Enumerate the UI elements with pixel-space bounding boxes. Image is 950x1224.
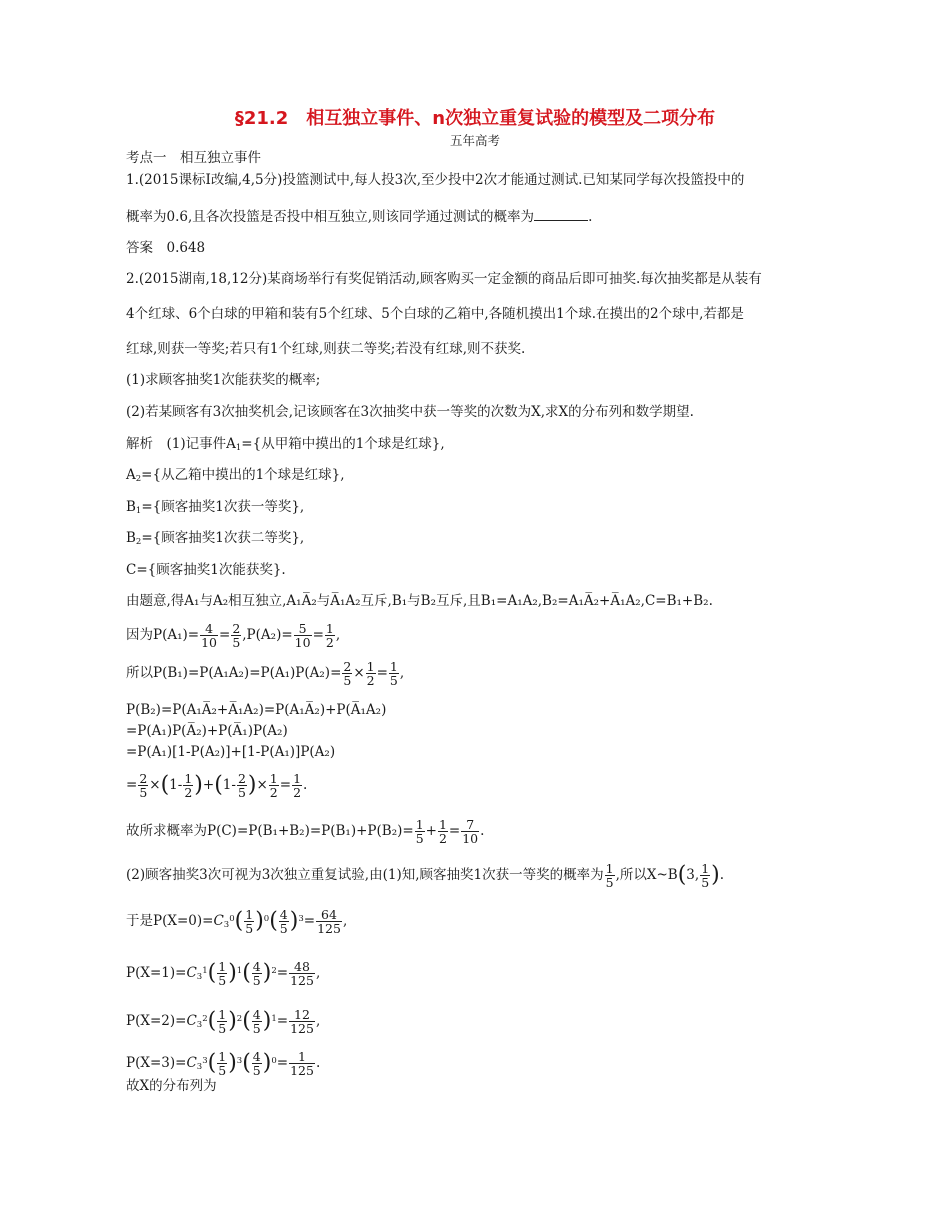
section-heading: 考点一 相互独立事件 [126,150,261,166]
frac-4-10: $\frac{4}{10}$ [201,621,217,651]
px3-line: $P(X=3)=C_3^3$( $\frac{1}{5}$ )$^3$( $\frac{4}{5}$ )$^0$= $\frac{1}{125}$ . [126,1049,321,1079]
frac-1-5: $\frac{1}{5}$ [701,861,710,891]
pb2-line-a: P(B₂)=P(A₁A̅₂+A̅₁A₂)=P(A₁A̅₂)+P(A̅₁A₂) [126,702,387,718]
independence-line: 由题意,得A₁与A₂相互独立,A₁A̅₂与A̅₁A₂互斥,B₁与B₂互斥,且B₁=A₁A₂,B₂=A₁A̅₂+A̅₁A₂,C=B₁+B₂. [126,593,713,609]
frac-7-10: $\frac{7}{10}$ [462,817,479,847]
frac-1-2: $\frac{1}{2}$ [184,771,193,801]
q1-answer: 答案 0.648 [126,240,206,256]
q2-line2: 4个红球、6个白球的甲箱和装有5个红球、5个白球的乙箱中,各随机摸出1个球.在摸出的2个球中,若都是 [126,306,744,322]
px0-line: 于是$P(X=0)=C_3^0$( $\frac{1}{5}$ )$^0$( $\frac{4}{5}$ )$^3$= $\frac{64}{125}$ , [126,907,348,937]
because-line: 因为P(A₁)= $\frac{4}{10}$ = $\frac{2}{5}$ ,P(A₂)= $\frac{5}{10}$ = $\frac{1}{2}$ , [126,621,341,651]
frac-1-2: $\frac{1}{2}$ [293,771,302,801]
pb2-line-d: = $\frac{2}{5}$ ×(1- $\frac{1}{2}$ )+(1- $\frac{2}{5}$ )× $\frac{1}{2}$ = $\frac{1}{2}$ . [126,771,308,801]
answer-blank [534,208,588,221]
frac-2-5: $\frac{2}{5}$ [139,771,148,801]
final-prob-line: 故所求概率为P(C)=P(B₁+B₂)=P(B₁)+P(B₂)= $\frac{1}{5}$ + $\frac{1}{2}$ = $\frac{7}{10}$ . [126,817,485,847]
pb1-line: 所以P(B₁)=P(A₁A₂)=P(A₁)P(A₂)= $\frac{2}{5}$ × $\frac{1}{2}$ = $\frac{1}{5}$ , [126,659,405,689]
px1-line: $P(X=1)=C_3^1$( $\frac{1}{5}$ )$^1$( $\frac{4}{5}$ )$^2$= $\frac{48}{125}$ , [126,959,321,989]
distribution-line: 故X的分布列为 [126,1078,217,1094]
frac-1-125: $\frac{1}{125}$ [290,1049,314,1079]
frac-2-5: $\frac{2}{5}$ [343,659,352,689]
solution-b2: $B_2=${顾客抽奖1次获二等奖}, [126,530,305,547]
frac-1-5: $\frac{1}{5}$ [605,861,614,891]
frac-64-125: $\frac{64}{125}$ [317,907,341,937]
q2-part1: (1)求顾客抽奖1次能获奖的概率; [126,372,321,388]
pb2-line-b: =P(A₁)P(A̅₂)+P(A̅₁)P(A₂) [126,723,288,739]
page-title: §21.2 相互独立事件、n次独立重复试验的模型及二项分布 [234,108,716,129]
frac-48-125: $\frac{48}{125}$ [290,959,314,989]
q2-part2: (2)若某顾客有3次抽奖机会,记该顾客在3次抽奖中获一等奖的次数为X,求X的分布列和数学期望. [126,404,694,420]
q2-line1: 2.(2015湖南,18,12分)某商场举行有奖促销活动,顾客购买一定金额的商品后即可抽奖.每次抽奖都是从装有 [126,271,762,287]
q1-line1: 1.(2015课标Ⅰ改编,4,5分)投篮测试中,每人投3次,至少投中2次才能通过测试.已知某同学每次投篮投中的 [126,172,745,188]
frac-1-5: $\frac{1}{5}$ [389,659,398,689]
frac-1-2: $\frac{1}{2}$ [325,621,334,651]
frac-1-5: $\frac{1}{5}$ [415,817,424,847]
frac-5-10: $\frac{5}{10}$ [294,621,311,651]
solution-b1: $B_1=${顾客抽奖1次获一等奖}, [126,499,305,516]
q1-line2: 概率为0.6,且各次投篮是否投中相互独立,则该同学通过测试的概率为 . [126,209,593,225]
page-subtitle: 五年高考 [449,133,500,148]
frac-1-2: $\frac{1}{2}$ [269,771,278,801]
frac-2-5: $\frac{2}{5}$ [237,771,246,801]
frac-1-2: $\frac{1}{2}$ [366,659,375,689]
solution-a2: $A_2=${从乙箱中摸出的1个球是红球}, [126,467,345,484]
frac-2-5: $\frac{2}{5}$ [232,621,241,651]
part2-line: (2)顾客抽奖3次可视为3次独立重复试验,由(1)知,顾客抽奖1次获一等奖的概率为 $\frac{1}{5}$ ,所以X~B(3, $\frac{1}{5}$ ). [126,861,725,891]
frac-12-125: $\frac{12}{125}$ [290,1007,314,1037]
solution-c: C={顾客抽奖1次能获奖}. [126,562,286,578]
q2-line3: 红球,则获一等奖;若只有1个红球,则获二等奖;若没有红球,则不获奖. [126,341,526,357]
pb2-line-c: =P(A₁)[1-P(A₂)]+[1-P(A₁)]P(A₂) [126,744,336,760]
frac-1-2: $\frac{1}{2}$ [438,817,447,847]
solution-a1: 解析 (1)记事件$A_1=${从甲箱中摸出的1个球是红球}, [126,436,445,453]
px2-line: $P(X=2)=C_3^2$( $\frac{1}{5}$ )$^2$( $\frac{4}{5}$ )$^1$= $\frac{12}{125}$ , [126,1007,321,1037]
